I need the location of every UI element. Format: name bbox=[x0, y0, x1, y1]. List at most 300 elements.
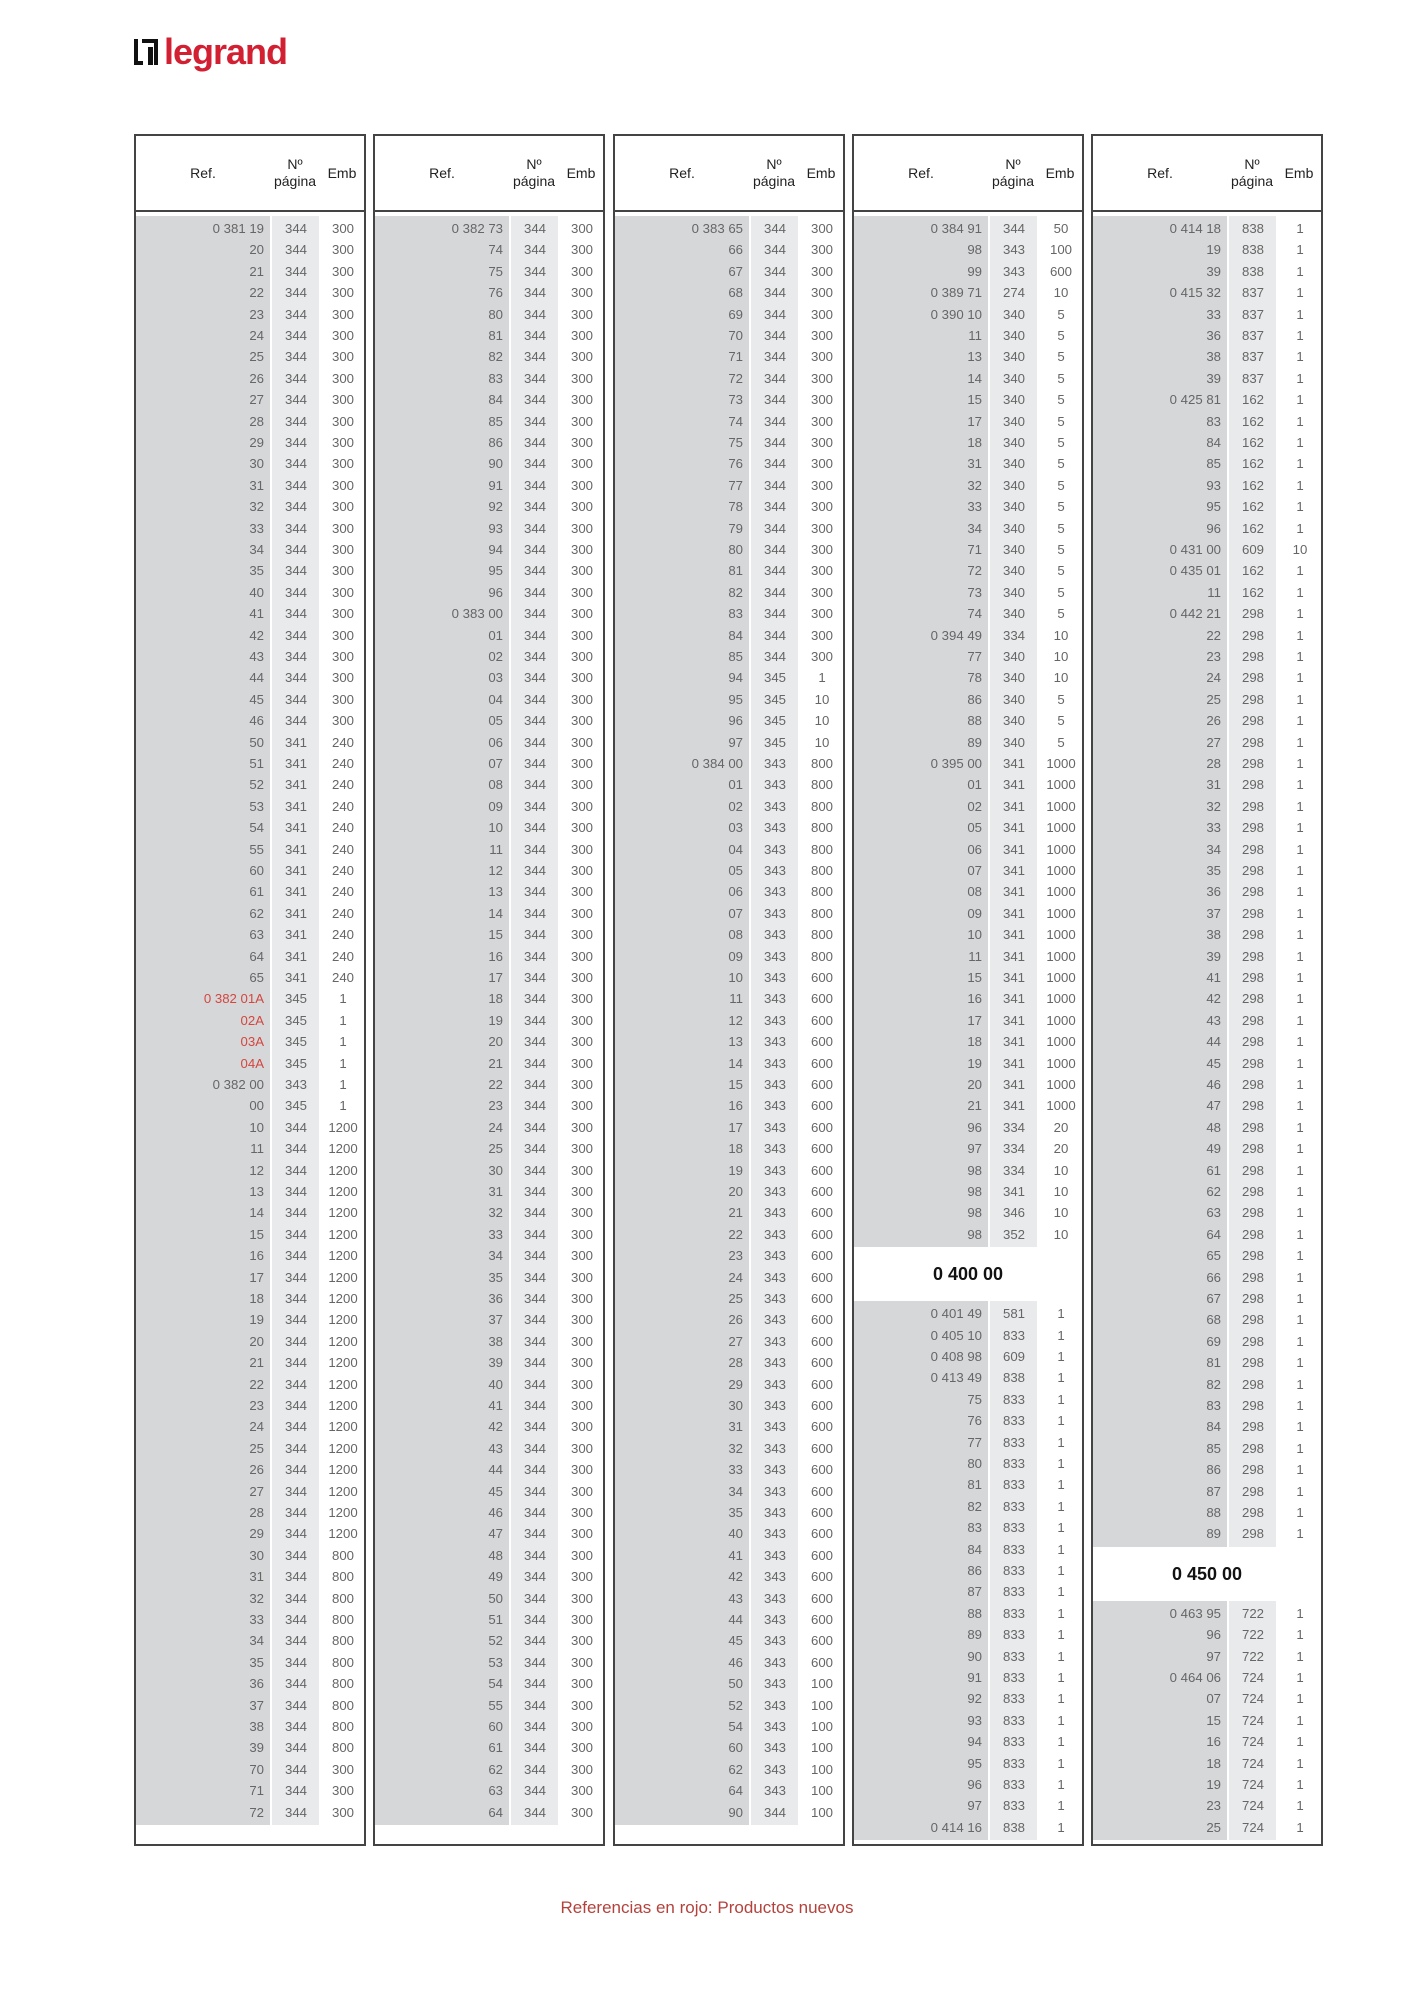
table-row bbox=[1093, 774, 1321, 795]
table-row bbox=[854, 346, 1082, 367]
table-row bbox=[1093, 796, 1321, 817]
ref-cell: 42 bbox=[249, 627, 264, 643]
table-row bbox=[375, 1523, 603, 1544]
emb-cell: 1000 bbox=[1046, 1034, 1076, 1050]
table-row bbox=[615, 689, 843, 710]
page-cell: 833 bbox=[1002, 1498, 1025, 1514]
ref-cell: 45 bbox=[249, 691, 264, 707]
emb-cell: 800 bbox=[331, 1719, 354, 1734]
emb-cell: 300 bbox=[570, 1162, 593, 1178]
table-row bbox=[1093, 432, 1321, 453]
page-cell: 343 bbox=[763, 1676, 786, 1692]
emb-cell: 5 bbox=[1057, 477, 1065, 493]
ref-cell: 06 bbox=[728, 884, 743, 900]
table-row bbox=[136, 1095, 364, 1116]
emb-cell: 5 bbox=[1057, 435, 1065, 450]
emb-cell: 1 bbox=[1296, 1333, 1304, 1349]
emb-cell: 300 bbox=[331, 1783, 354, 1799]
table-row bbox=[375, 1802, 603, 1823]
table-row bbox=[136, 518, 364, 539]
ref-cell: 16 bbox=[728, 1098, 743, 1114]
emb-cell: 5 bbox=[1057, 520, 1065, 536]
page-cell: 343 bbox=[763, 1398, 786, 1413]
ref-cell: 34 bbox=[488, 1248, 503, 1264]
ref-cell: 0 431 00 bbox=[1169, 542, 1221, 557]
ref-cell: 39 bbox=[1206, 370, 1221, 386]
page-cell: 162 bbox=[1241, 392, 1264, 408]
ref-cell: 37 bbox=[1206, 905, 1221, 921]
page-cell: 340 bbox=[1002, 328, 1025, 343]
ref-cell: 43 bbox=[1206, 1012, 1221, 1028]
table-row bbox=[854, 710, 1082, 731]
table-row bbox=[136, 839, 364, 860]
emb-cell: 300 bbox=[570, 670, 593, 686]
emb-cell: 600 bbox=[810, 1526, 833, 1542]
table-row bbox=[615, 1138, 843, 1159]
table-row bbox=[854, 539, 1082, 560]
ref-cell: 97 bbox=[728, 734, 743, 750]
emb-cell: 300 bbox=[331, 670, 354, 686]
emb-cell: 300 bbox=[570, 499, 593, 515]
emb-cell: 1000 bbox=[1046, 777, 1076, 793]
page-cell: 345 bbox=[763, 734, 786, 750]
ref-cell: 95 bbox=[967, 1755, 982, 1771]
table-row bbox=[854, 1624, 1082, 1645]
page-cell: 343 bbox=[763, 1098, 786, 1114]
ref-cell: 22 bbox=[1206, 627, 1221, 643]
table-row bbox=[136, 667, 364, 688]
table-row bbox=[854, 282, 1082, 303]
emb-cell: 600 bbox=[810, 1141, 833, 1157]
table-row bbox=[136, 1416, 364, 1437]
table-row bbox=[136, 1245, 364, 1266]
emb-cell: 300 bbox=[570, 328, 593, 343]
emb-cell: 800 bbox=[810, 798, 833, 814]
ref-cell: 45 bbox=[488, 1483, 503, 1499]
page-cell: 340 bbox=[1002, 713, 1025, 729]
ref-cell: 55 bbox=[488, 1697, 503, 1713]
page-cell: 344 bbox=[284, 1483, 307, 1499]
emb-cell: 300 bbox=[331, 649, 354, 664]
emb-cell: 5 bbox=[1057, 606, 1065, 622]
ref-cell: 96 bbox=[728, 713, 743, 729]
page-cell: 341 bbox=[1002, 820, 1025, 836]
emb-cell: 300 bbox=[570, 1012, 593, 1028]
page-cell: 343 bbox=[763, 1184, 786, 1199]
page-cell: 724 bbox=[1241, 1670, 1264, 1685]
ref-cell: 97 bbox=[967, 1798, 982, 1814]
emb-cell: 1 bbox=[1296, 991, 1304, 1007]
table-row bbox=[1093, 518, 1321, 539]
page-cell: 298 bbox=[1241, 1355, 1264, 1371]
ref-cell: 18 bbox=[967, 1034, 982, 1050]
ref-cell: 09 bbox=[488, 798, 503, 814]
emb-cell: 5 bbox=[1057, 734, 1065, 750]
emb-cell: 300 bbox=[810, 520, 833, 536]
ref-cell: 34 bbox=[249, 1633, 264, 1649]
table-row bbox=[136, 582, 364, 603]
ref-cell: 0 394 49 bbox=[930, 627, 982, 643]
page-cell: 298 bbox=[1241, 1291, 1264, 1306]
emb-cell: 1 bbox=[339, 1012, 347, 1028]
ref-cell: 44 bbox=[249, 670, 264, 686]
emb-cell: 1 bbox=[1296, 1205, 1304, 1221]
ref-cell: 69 bbox=[728, 306, 743, 322]
table-row bbox=[1093, 839, 1321, 860]
page-cell: 162 bbox=[1241, 499, 1264, 515]
table-row bbox=[375, 1053, 603, 1074]
page-cell: 833 bbox=[1002, 1798, 1025, 1814]
ref-cell: 73 bbox=[967, 584, 982, 600]
table-row bbox=[854, 689, 1082, 710]
table-row bbox=[854, 432, 1082, 453]
emb-cell: 300 bbox=[570, 991, 593, 1007]
emb-cell: 300 bbox=[810, 627, 833, 643]
ref-cell: 11 bbox=[968, 948, 982, 964]
emb-cell: 300 bbox=[810, 349, 833, 365]
emb-cell: 300 bbox=[810, 263, 833, 279]
emb-cell: 1200 bbox=[328, 1462, 358, 1478]
table-row bbox=[136, 625, 364, 646]
page-cell: 298 bbox=[1241, 1440, 1264, 1456]
emb-cell: 1 bbox=[1296, 649, 1304, 664]
page-cell: 340 bbox=[1002, 499, 1025, 515]
table-row bbox=[136, 1695, 364, 1716]
emb-cell: 300 bbox=[810, 456, 833, 472]
ref-cell: 96 bbox=[488, 584, 503, 600]
table-row bbox=[1093, 1031, 1321, 1052]
ref-cell: 26 bbox=[249, 1462, 264, 1478]
table-row bbox=[1093, 1523, 1321, 1544]
emb-cell: 1 bbox=[1057, 1306, 1065, 1322]
ref-cell: 77 bbox=[967, 1434, 982, 1450]
emb-cell: 1 bbox=[1057, 1434, 1065, 1450]
table-row bbox=[1093, 924, 1321, 945]
page-cell: 340 bbox=[1002, 392, 1025, 408]
ref-cell: 0 414 16 bbox=[930, 1819, 982, 1835]
ref-cell: 14 bbox=[728, 1055, 743, 1071]
ref-cell: 70 bbox=[728, 328, 743, 343]
ref-cell: 28 bbox=[249, 1505, 264, 1520]
ref-cell: 38 bbox=[1206, 927, 1221, 943]
page-cell: 298 bbox=[1241, 820, 1264, 836]
page-cell: 344 bbox=[284, 584, 307, 600]
page-cell: 344 bbox=[763, 584, 786, 600]
table-row bbox=[1093, 218, 1321, 239]
emb-cell: 800 bbox=[331, 1676, 354, 1692]
page-cell: 341 bbox=[1002, 991, 1025, 1007]
page-cell: 344 bbox=[523, 413, 546, 429]
ref-cell: 44 bbox=[488, 1462, 503, 1478]
ref-cell: 61 bbox=[249, 884, 264, 900]
table-row bbox=[1093, 411, 1321, 432]
table-row bbox=[854, 1774, 1082, 1795]
table-row bbox=[136, 1160, 364, 1181]
emb-cell: 100 bbox=[810, 1697, 833, 1713]
ref-cell: 26 bbox=[728, 1312, 743, 1328]
table-header bbox=[1093, 136, 1321, 212]
table-row bbox=[1093, 1309, 1321, 1330]
page-cell: 298 bbox=[1241, 1269, 1264, 1285]
ref-cell: 12 bbox=[249, 1162, 264, 1178]
table-row bbox=[375, 582, 603, 603]
table-row bbox=[375, 1074, 603, 1095]
emb-cell: 240 bbox=[331, 905, 354, 921]
page-cell: 298 bbox=[1241, 1483, 1264, 1499]
emb-cell: 1 bbox=[1057, 1327, 1065, 1343]
ref-cell: 81 bbox=[488, 328, 503, 343]
table-row bbox=[136, 560, 364, 581]
emb-cell: 300 bbox=[570, 1697, 593, 1713]
ref-cell: 07 bbox=[967, 863, 982, 878]
page-cell: 344 bbox=[284, 1740, 307, 1756]
page-cell: 344 bbox=[284, 606, 307, 622]
emb-cell: 300 bbox=[570, 1505, 593, 1520]
table-row bbox=[854, 1303, 1082, 1324]
page-cell: 344 bbox=[284, 1804, 307, 1820]
emb-cell: 300 bbox=[810, 563, 833, 579]
emb-cell: 1 bbox=[1296, 1162, 1304, 1178]
ref-cell: 33 bbox=[728, 1462, 743, 1478]
ref-cell: 67 bbox=[1206, 1291, 1221, 1306]
ref-cell: 0 395 00 bbox=[930, 756, 982, 771]
page-cell: 340 bbox=[1002, 606, 1025, 622]
ref-cell: 32 bbox=[488, 1205, 503, 1221]
table-row bbox=[136, 1780, 364, 1801]
page-cell: 344 bbox=[523, 670, 546, 686]
ref-cell: 94 bbox=[728, 670, 743, 686]
page-cell: 724 bbox=[1241, 1819, 1264, 1835]
header-page bbox=[1227, 136, 1277, 210]
table-row bbox=[1093, 261, 1321, 282]
ref-cell: 33 bbox=[967, 499, 982, 515]
ref-cell: 11 bbox=[968, 328, 982, 343]
table-row bbox=[615, 346, 843, 367]
table-row bbox=[854, 261, 1082, 282]
page-cell: 833 bbox=[1002, 1648, 1025, 1664]
emb-cell: 1 bbox=[339, 991, 347, 1007]
page-cell: 609 bbox=[1002, 1349, 1025, 1364]
ref-cell: 0 401 49 bbox=[930, 1306, 982, 1322]
page-cell: 343 bbox=[763, 820, 786, 836]
emb-cell: 1 bbox=[1296, 1141, 1304, 1157]
emb-cell: 1 bbox=[1296, 328, 1304, 343]
ref-cell: 36 bbox=[1206, 884, 1221, 900]
ref-cell: 17 bbox=[249, 1269, 264, 1285]
table-row bbox=[375, 946, 603, 967]
ref-cell: 86 bbox=[967, 1563, 982, 1578]
page-cell: 341 bbox=[1002, 756, 1025, 771]
emb-cell: 300 bbox=[570, 1590, 593, 1606]
ref-cell: 36 bbox=[249, 1676, 264, 1692]
page-cell: 344 bbox=[284, 1312, 307, 1328]
page-cell: 298 bbox=[1241, 1162, 1264, 1178]
table-row bbox=[375, 1117, 603, 1138]
table-row bbox=[1093, 1267, 1321, 1288]
ref-cell: 22 bbox=[249, 1376, 264, 1392]
table-row bbox=[854, 1181, 1082, 1202]
table-column bbox=[852, 134, 1084, 1846]
page-cell: 344 bbox=[284, 456, 307, 472]
page-cell: 345 bbox=[763, 713, 786, 729]
ref-cell: 33 bbox=[249, 1612, 264, 1627]
table-row bbox=[1093, 346, 1321, 367]
ref-cell: 30 bbox=[488, 1162, 503, 1178]
table-row bbox=[615, 411, 843, 432]
page-cell: 344 bbox=[284, 1376, 307, 1392]
ref-cell: 10 bbox=[488, 820, 503, 836]
emb-cell: 1 bbox=[1296, 1398, 1304, 1413]
emb-cell: 1 bbox=[1057, 1777, 1065, 1792]
legrand-logo bbox=[134, 30, 287, 74]
ref-cell: 46 bbox=[488, 1505, 503, 1520]
page-cell: 334 bbox=[1002, 627, 1025, 643]
page-cell: 344 bbox=[523, 1098, 546, 1114]
emb-cell: 100 bbox=[1049, 242, 1072, 258]
ref-cell: 18 bbox=[728, 1141, 743, 1157]
ref-cell: 86 bbox=[967, 691, 982, 707]
emb-cell: 1 bbox=[1296, 1226, 1304, 1242]
page-cell: 344 bbox=[763, 1804, 786, 1820]
ref-cell: 26 bbox=[249, 370, 264, 386]
ref-cell: 98 bbox=[967, 1162, 982, 1178]
emb-cell: 1000 bbox=[1046, 863, 1076, 878]
emb-cell: 300 bbox=[570, 1398, 593, 1413]
emb-cell: 300 bbox=[570, 798, 593, 814]
emb-cell: 1000 bbox=[1046, 948, 1076, 964]
ref-cell: 83 bbox=[1206, 413, 1221, 429]
emb-cell: 600 bbox=[810, 1419, 833, 1435]
table-row bbox=[375, 432, 603, 453]
emb-cell: 1 bbox=[818, 670, 826, 686]
ref-cell: 89 bbox=[967, 1627, 982, 1643]
emb-cell: 800 bbox=[810, 884, 833, 900]
table-row bbox=[1093, 1603, 1321, 1624]
page-cell: 341 bbox=[1002, 905, 1025, 921]
table-row bbox=[136, 1352, 364, 1373]
page-cell: 344 bbox=[763, 649, 786, 664]
emb-cell: 300 bbox=[570, 1055, 593, 1071]
ref-cell: 02 bbox=[488, 649, 503, 664]
page-cell: 724 bbox=[1241, 1712, 1264, 1728]
page-cell: 341 bbox=[1002, 841, 1025, 857]
table-row bbox=[854, 732, 1082, 753]
page-cell: 298 bbox=[1241, 734, 1264, 750]
header-page bbox=[270, 136, 320, 210]
page-cell: 344 bbox=[523, 1804, 546, 1820]
ref-cell: 18 bbox=[967, 435, 982, 450]
ref-cell: 68 bbox=[1206, 1312, 1221, 1328]
ref-cell: 95 bbox=[1206, 499, 1221, 515]
ref-cell: 37 bbox=[249, 1697, 264, 1713]
emb-cell: 1 bbox=[1296, 1184, 1304, 1199]
table-row bbox=[1093, 560, 1321, 581]
table-row bbox=[615, 796, 843, 817]
page-cell: 162 bbox=[1241, 520, 1264, 536]
page-cell: 298 bbox=[1241, 1184, 1264, 1199]
table-row bbox=[1093, 1245, 1321, 1266]
table-row bbox=[854, 753, 1082, 774]
page-cell: 343 bbox=[763, 1141, 786, 1157]
table-row bbox=[375, 1202, 603, 1223]
table-row bbox=[615, 261, 843, 282]
ref-cell: 32 bbox=[967, 477, 982, 493]
table-row bbox=[1093, 1481, 1321, 1502]
table-row bbox=[854, 1367, 1082, 1388]
emb-cell: 5 bbox=[1057, 328, 1065, 343]
ref-cell: 24 bbox=[488, 1119, 503, 1135]
ref-cell: 49 bbox=[1206, 1141, 1221, 1157]
table-row bbox=[615, 325, 843, 346]
ref-cell: 03 bbox=[728, 820, 743, 836]
table-row bbox=[854, 946, 1082, 967]
emb-cell: 1 bbox=[1296, 584, 1304, 600]
table-row bbox=[854, 239, 1082, 260]
emb-cell: 300 bbox=[570, 1184, 593, 1199]
emb-cell: 240 bbox=[331, 777, 354, 793]
page-cell: 343 bbox=[763, 1783, 786, 1799]
emb-cell: 300 bbox=[570, 627, 593, 643]
page-cell: 344 bbox=[523, 1398, 546, 1413]
page-cell: 344 bbox=[284, 1654, 307, 1670]
page-cell: 298 bbox=[1241, 1398, 1264, 1413]
emb-cell: 1 bbox=[1296, 1119, 1304, 1135]
emb-cell: 300 bbox=[570, 1355, 593, 1371]
emb-cell: 1 bbox=[1296, 777, 1304, 793]
emb-cell: 1 bbox=[1057, 1370, 1065, 1386]
ref-cell: 36 bbox=[488, 1291, 503, 1306]
page-cell: 162 bbox=[1241, 477, 1264, 493]
page-cell: 343 bbox=[763, 1654, 786, 1670]
emb-cell: 300 bbox=[331, 328, 354, 343]
emb-cell: 240 bbox=[331, 927, 354, 943]
ref-cell: 11 bbox=[489, 841, 503, 857]
page-cell: 340 bbox=[1002, 520, 1025, 536]
table-row bbox=[854, 453, 1082, 474]
emb-cell: 240 bbox=[331, 884, 354, 900]
page-cell: 344 bbox=[284, 1141, 307, 1157]
ref-cell: 74 bbox=[728, 413, 743, 429]
table-row bbox=[136, 924, 364, 945]
table-row bbox=[136, 1374, 364, 1395]
ref-cell: 30 bbox=[249, 1547, 264, 1563]
table-row bbox=[854, 1517, 1082, 1538]
page-cell: 344 bbox=[523, 905, 546, 921]
table-header bbox=[136, 136, 364, 212]
page-cell: 298 bbox=[1241, 1034, 1264, 1050]
page-cell: 833 bbox=[1002, 1670, 1025, 1685]
table-row bbox=[375, 239, 603, 260]
page-cell: 344 bbox=[523, 435, 546, 450]
emb-cell: 300 bbox=[570, 649, 593, 664]
table-row bbox=[615, 1481, 843, 1502]
ref-cell: 82 bbox=[967, 1498, 982, 1514]
page-cell: 343 bbox=[763, 1312, 786, 1328]
page-cell: 341 bbox=[284, 841, 307, 857]
page-cell: 344 bbox=[523, 1633, 546, 1649]
ref-cell: 05 bbox=[728, 863, 743, 878]
ref-cell: 04 bbox=[488, 691, 503, 707]
table-row bbox=[136, 646, 364, 667]
ref-cell: 68 bbox=[728, 285, 743, 301]
emb-cell: 300 bbox=[331, 1804, 354, 1820]
ref-cell: 41 bbox=[488, 1398, 503, 1413]
ref-cell: 23 bbox=[249, 1398, 264, 1413]
page-cell: 724 bbox=[1241, 1777, 1264, 1792]
ref-cell: 0 383 65 bbox=[691, 221, 743, 236]
emb-cell: 600 bbox=[810, 1034, 833, 1050]
emb-cell: 600 bbox=[810, 1654, 833, 1670]
